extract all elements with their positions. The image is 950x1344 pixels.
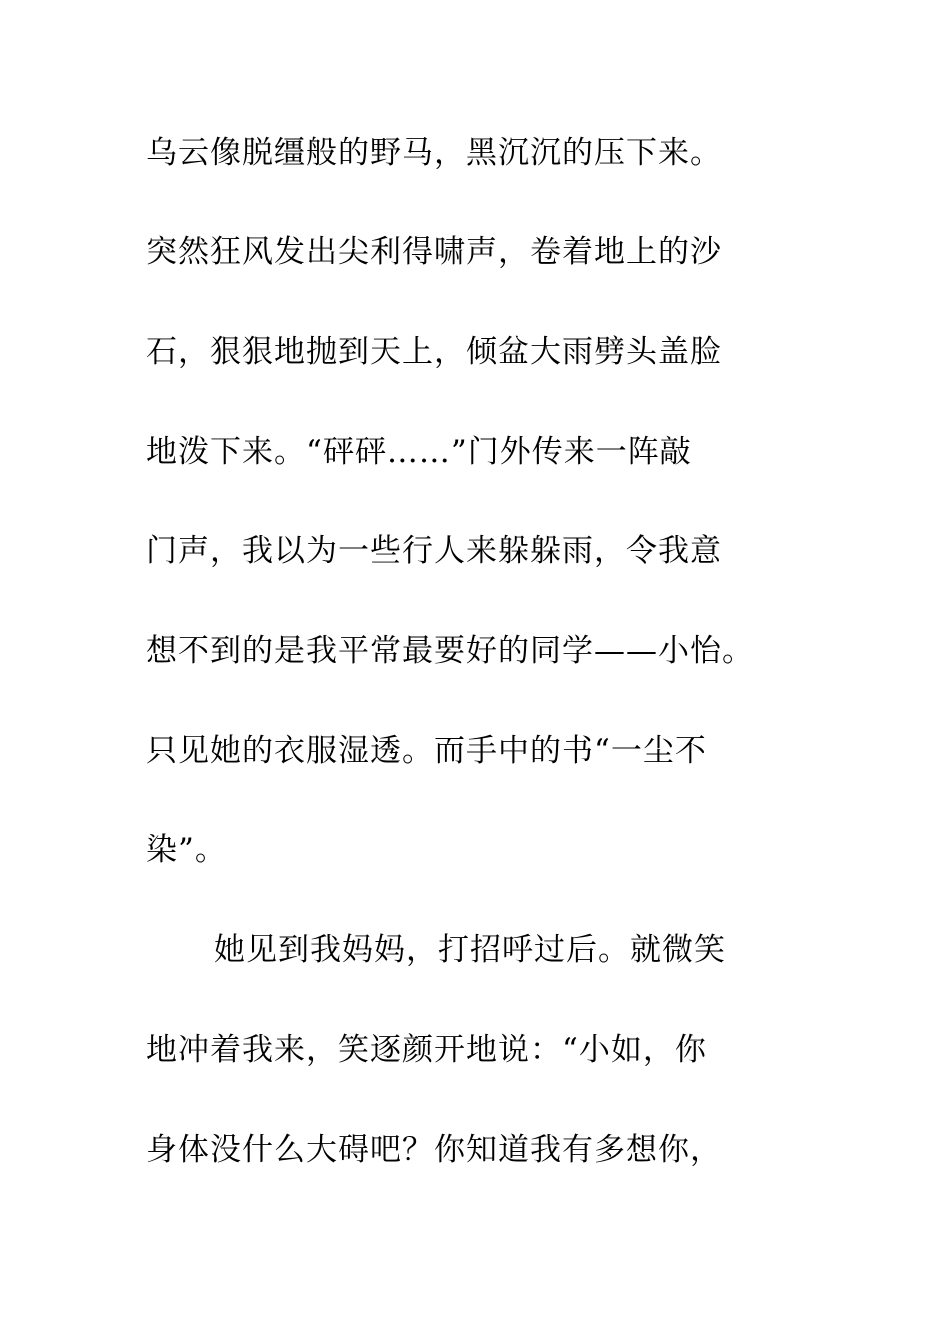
text-line: 只见她的衣服湿透。而手中的书“一尘不 (146, 733, 707, 769)
text-line: 石，狠狠地抛到天上，倾盆大雨劈头盖脸 (146, 334, 722, 370)
paragraph-first-line: 她见到我妈妈，打招呼过后。就微笑 (214, 932, 726, 968)
text-line: 身体没什么大碍吧？你知道我有多想你， (146, 1132, 722, 1168)
text-line: 乌云像脱缰般的野马，黑沉沉的压下来。 (146, 135, 722, 171)
text-line: 想不到的是我平常最要好的同学——小怡。 (146, 633, 754, 669)
text-line: 门声，我以为一些行人来躲躲雨，令我意 (146, 533, 722, 569)
text-line: 地冲着我来，笑逐颜开地说：“小如，你 (146, 1032, 707, 1068)
text-line: 突然狂风发出尖利得啸声，卷着地上的沙 (146, 234, 722, 270)
text-line: 染”。 (146, 832, 227, 868)
text-line: 地泼下来。“砰砰……”门外传来一阵敲 (146, 434, 692, 470)
